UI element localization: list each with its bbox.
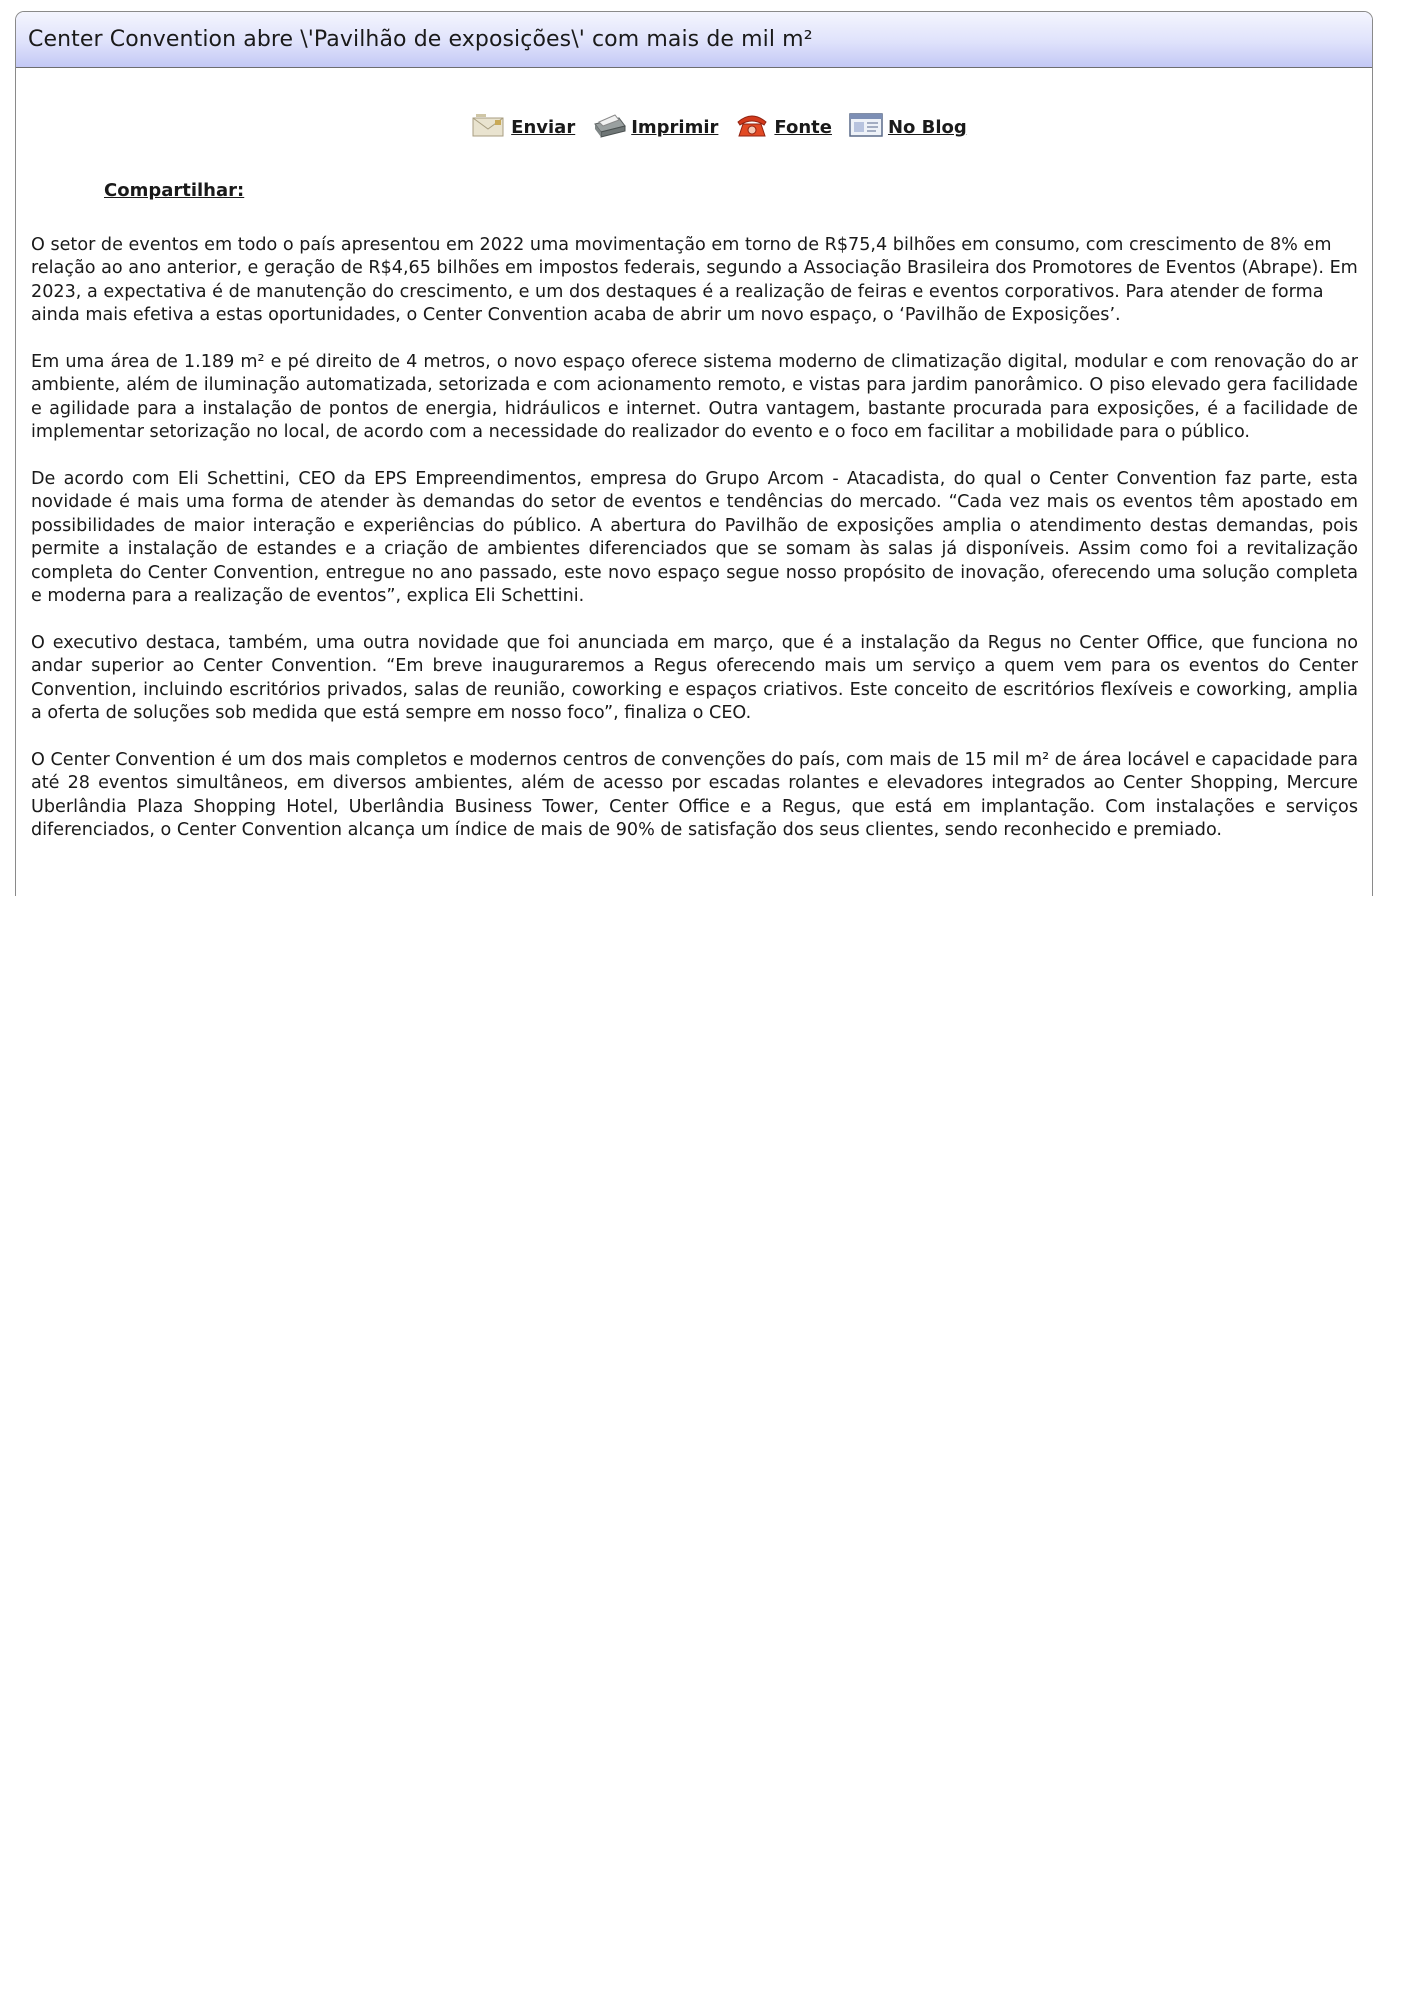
share-label[interactable]: Compartilhar: [104, 180, 245, 201]
blog-window-icon [848, 112, 884, 138]
envelope-icon [471, 112, 507, 138]
article-paragraph: O setor de eventos em todo o país apresentou em 2022 uma movimentação em torno de R$75,4 bilhões em consumo, com crescimento de 8% em relação ao ano anterior, e geração de R$4,65 bilhões em impostos federais, segundo a Associação Brasileira dos Promotores de Eventos (Abrape). Em 2023, a expectativa é de manutenção do crescimento, e um dos destaques é a realização de feiras e eventos corporativos. Para atender de forma ainda mais efetiva a estas oportunidades, o Center Convention acaba de abrir um novo espaço, o ‘Pavilhão de Exposições’. [31, 235, 1358, 326]
article-body [31, 234, 1358, 866]
print-link[interactable] [591, 112, 718, 138]
blog-label: No Blog [887, 117, 967, 138]
blog-link[interactable] [848, 112, 967, 138]
article-paragraph: O executivo destaca, também, uma outra novidade que foi anunciada em março, que é a instalação da Regus no Center Office, que funciona no andar superior ao Center Convention. “Em breve inauguraremos a Regus oferecendo mais um serviço a quem vem para os eventos do Center Convention, incluindo escritórios privados, salas de reunião, coworking e espaços criativos. Este conceito de escritórios flexíveis e coworking, amplia a oferta de soluções sob medida que está sempre em nosso foco”, finaliza o CEO. [31, 632, 1358, 724]
article-paragraph: De acordo com Eli Schettini, CEO da EPS Empreendimentos, empresa do Grupo Arcom - Atacadista, do qual o Center Convention faz parte, esta novidade é mais uma forma de atender às demandas do setor de eventos e tendências do mercado. “Cada vez mais os eventos têm apostado em possibilidades de maior interação e experiências do público. A abertura do Pavilhão de exposições amplia o atendimento destas demandas, pois permite a instalação de estandes e a criação de ambientes diferenciados que se somam às salas já disponíveis. Assim como foi a revitalização completa do Center Convention, entregue no ano passado, este novo espaço segue nosso propósito de inovação, oferecendo uma solução completa e moderna para a realização de eventos”, explica Eli Schettini. [31, 469, 1358, 607]
print-label: Imprimir [631, 117, 719, 138]
source-label: Fonte [774, 117, 832, 138]
article-paragraph: O Center Convention é um dos mais completos e modernos centros de convenções do país, com mais de 15 mil m² de área locável e capacidade para até 28 eventos simultâneos, em diversos ambientes, além de acesso por escadas rolantes e elevadores integrados ao Center Shopping, Mercure Uberlândia Plaza Shopping Hotel, Uberlândia Business Tower, Center Office e a Regus, que está em implantação. Com instalações e serviços diferenciados, o Center Convention alcança um índice de mais de 90% de satisfação dos seus clientes, sendo reconhecido e premiado. [31, 749, 1358, 841]
send-label: Enviar [511, 117, 576, 138]
article-paragraph: Em uma área de 1.189 m² e pé direito de 4 metros, o novo espaço oferece sistema moderno de climatização digital, modular e com renovação do ar ambiente, além de iluminação automatizada, setorizada e com acionamento remoto, e vistas para jardim panorâmico. O piso elevado gera facilidade e agilidade para a instalação de pontos de energia, hidráulicos e internet. Outra vantagem, bastante procurada para exposições, é a facilidade de implementar setorização no local, de acordo com a necessidade do realizador do evento e o foco em facilitar a mobilidade para o público. [31, 352, 1358, 443]
article-panel [15, 11, 1373, 896]
printer-icon [591, 112, 627, 138]
article-toolbar [16, 112, 1372, 138]
article-title: Center Convention abre \'Pavilhão de exposições\' com mais de mil m² [28, 27, 813, 52]
telephone-icon [734, 112, 770, 138]
send-link[interactable] [471, 112, 575, 138]
source-link[interactable] [734, 112, 832, 138]
article-header [16, 12, 1372, 68]
